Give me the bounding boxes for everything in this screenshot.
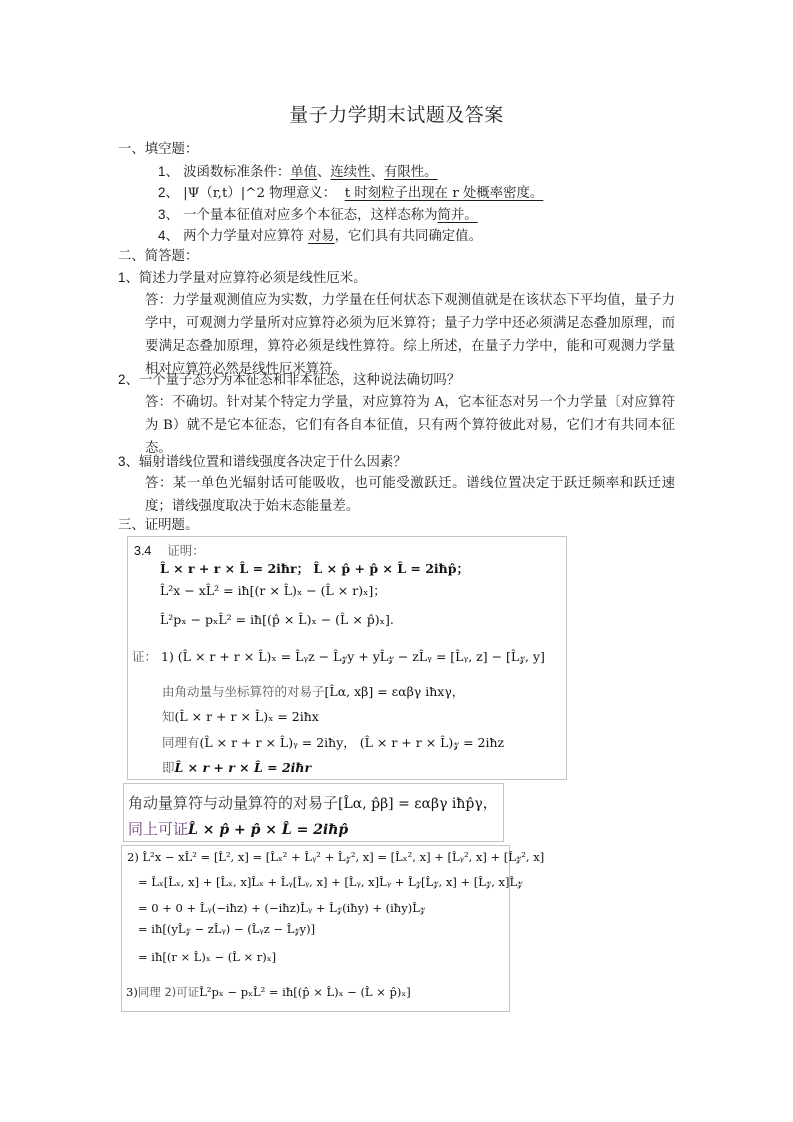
question-3: 3、辐射谱线位置和谱线强度各决定于什么因素？ <box>118 454 407 470</box>
question-1: 1、简述力学量对应算符必须是线性厄米。 <box>118 270 367 286</box>
proof-box-1 <box>127 536 567 780</box>
proof-step-1: 证： 1) (L̂ × r + r × L̂)ₓ = L̂ᵧz − L̂𝓏y + yL̂𝓏 − zL̂ᵧ = [L̂ᵧ, z] − [L̂𝓏, y] <box>132 649 545 664</box>
section1-heading: 一、填空题： <box>118 142 199 157</box>
answer-paragraph-3: 答：某一单色光辐射话可能吸收，也可能受激跃迁。谱线位置决定于跃迁频率和跃迁速度；谱线强度取决于始末态能量差。 <box>145 476 675 514</box>
question-2: 2、一个量子态分为本征态和非本征态，这种说法确切吗？ <box>118 372 461 388</box>
proof-2-line-3: = 0 + 0 + L̂ᵧ(−iħz) + (−iħz)L̂ᵧ + L̂𝓏(iħy) + (iħy)L̂𝓏 <box>138 901 426 915</box>
fill-item-3: 3、 一个量本征值对应多个本征态，这样态称为简并。 <box>158 207 478 223</box>
answer-paragraph-2: 答：不确切。针对某个特定力学量，对应算符为 A，它本征态对另一个力学量〔对应算符为 B）就不是它本征态，它们有各自本征值，只有两个算符彼此对易，它们才有共同本征态。 <box>145 395 675 456</box>
statement-3: L̂²pₓ − pₓL̂² = iħ[(p̂ × L̂)ₓ − (L̂ × p̂)ₓ]. <box>160 612 394 627</box>
answer-4: 对易 <box>307 229 335 244</box>
proof-2-line-5: = iħ[(r × L̂)ₓ − (L̂ × r)ₓ] <box>138 950 277 964</box>
proof-3-line: 3)同理 2)可证L̂²pₓ − pₓL̂² = iħ[(p̂ × L̂)ₓ − (L̂ × p̂)ₓ] <box>126 985 411 999</box>
page-title: 量子力学期末试题及答案 <box>289 104 504 126</box>
fill-item-1: 1、 波函数标准条件：单值、连续性、有限性。 <box>158 164 438 180</box>
answer-paragraph-1: 答：力学量观测值应为实数，力学量在任何状态下观测值就是在该状态下平均值，量子力学中，可观测力学量所对应算符必须为厄米算符；量子力学中还必须满足态叠加原理，而要满足态叠加原理，算符必须是线性算符。综上所述，在量子力学中，能和可观测力学量相对应算符必然是线性厄米算符。 <box>145 293 675 377</box>
proof-step-4: 同理有(L̂ × r + r × L̂)ᵧ = 2iħy， (L̂ × r + r × L̂)𝓏 = 2iħz <box>162 735 505 750</box>
proof-box-3 <box>121 845 545 1012</box>
answer-1b: 连续性 <box>330 165 371 180</box>
answer-1c: 有限性。 <box>383 165 438 180</box>
proof-step-2: 由角动量与坐标算符的对易子[L̂α, xβ] = εαβγ iħxγ， <box>162 684 465 699</box>
proof-step-5: 即L̂ × r + r × L̂ = 2iħr <box>162 760 312 775</box>
proof-box-2 <box>123 783 504 842</box>
section2-heading: 二、简答题： <box>118 249 199 264</box>
answer-1a: 单值 <box>290 165 318 180</box>
statement-1: L̂ × r + r × L̂ = 2iħr； L̂ × p̂ + p̂ × L̂ = 2iħp̂； <box>160 561 469 576</box>
fill-item-2: 2、 |Ψ（r,t）|^2 物理意义： t 时刻粒子出现在 r 处概率密度。 <box>158 185 544 201</box>
proof-2-line-2: = L̂ₓ[L̂ₓ, x] + [L̂ₓ, x]L̂ₓ + L̂ᵧ[L̂ᵧ, x] + [L̂ᵧ, x]L̂ᵧ + L̂𝓏[L̂𝓏, x] + [L̂𝓏, x]L̂𝓏 <box>138 875 523 889</box>
answer-3: 简并。 <box>437 208 478 223</box>
section3-heading: 三、证明题。 <box>118 518 199 533</box>
statement-2: L̂²x − xL̂² = iħ[(r × L̂)ₓ − (L̂ × r)ₓ]； <box>160 583 386 598</box>
problem-label: 3.4 证明： <box>134 543 205 558</box>
conclusion-line: 同上可证L̂ × p̂ + p̂ × L̂ = 2iħp̂ <box>128 820 349 838</box>
proof-step-3: 知(L̂ × r + r × L̂)ₓ = 2iħx <box>162 709 319 724</box>
fill-item-4: 4、 两个力学量对应算符 对易，它们具有共同确定值。 <box>158 228 482 244</box>
commutator-line: 角动量算符与动量算符的对易子[L̂α, p̂β] = εαβγ iħp̂γ， <box>128 794 497 812</box>
proof-2-line-4: = iħ[(yL̂𝓏 − zL̂ᵧ) − (L̂ᵧz − L̂𝓏y)] <box>138 922 316 936</box>
proof-2-line-1: 2) L̂²x − xL̂² = [L̂², x] = [L̂ₓ² + L̂ᵧ² + L̂𝓏², x] = [L̂ₓ², x] + [L̂ᵧ², x] + [L̂𝓏², x] <box>127 850 545 864</box>
answer-2: t 时刻粒子出现在 r 处概率密度。 <box>344 186 544 201</box>
